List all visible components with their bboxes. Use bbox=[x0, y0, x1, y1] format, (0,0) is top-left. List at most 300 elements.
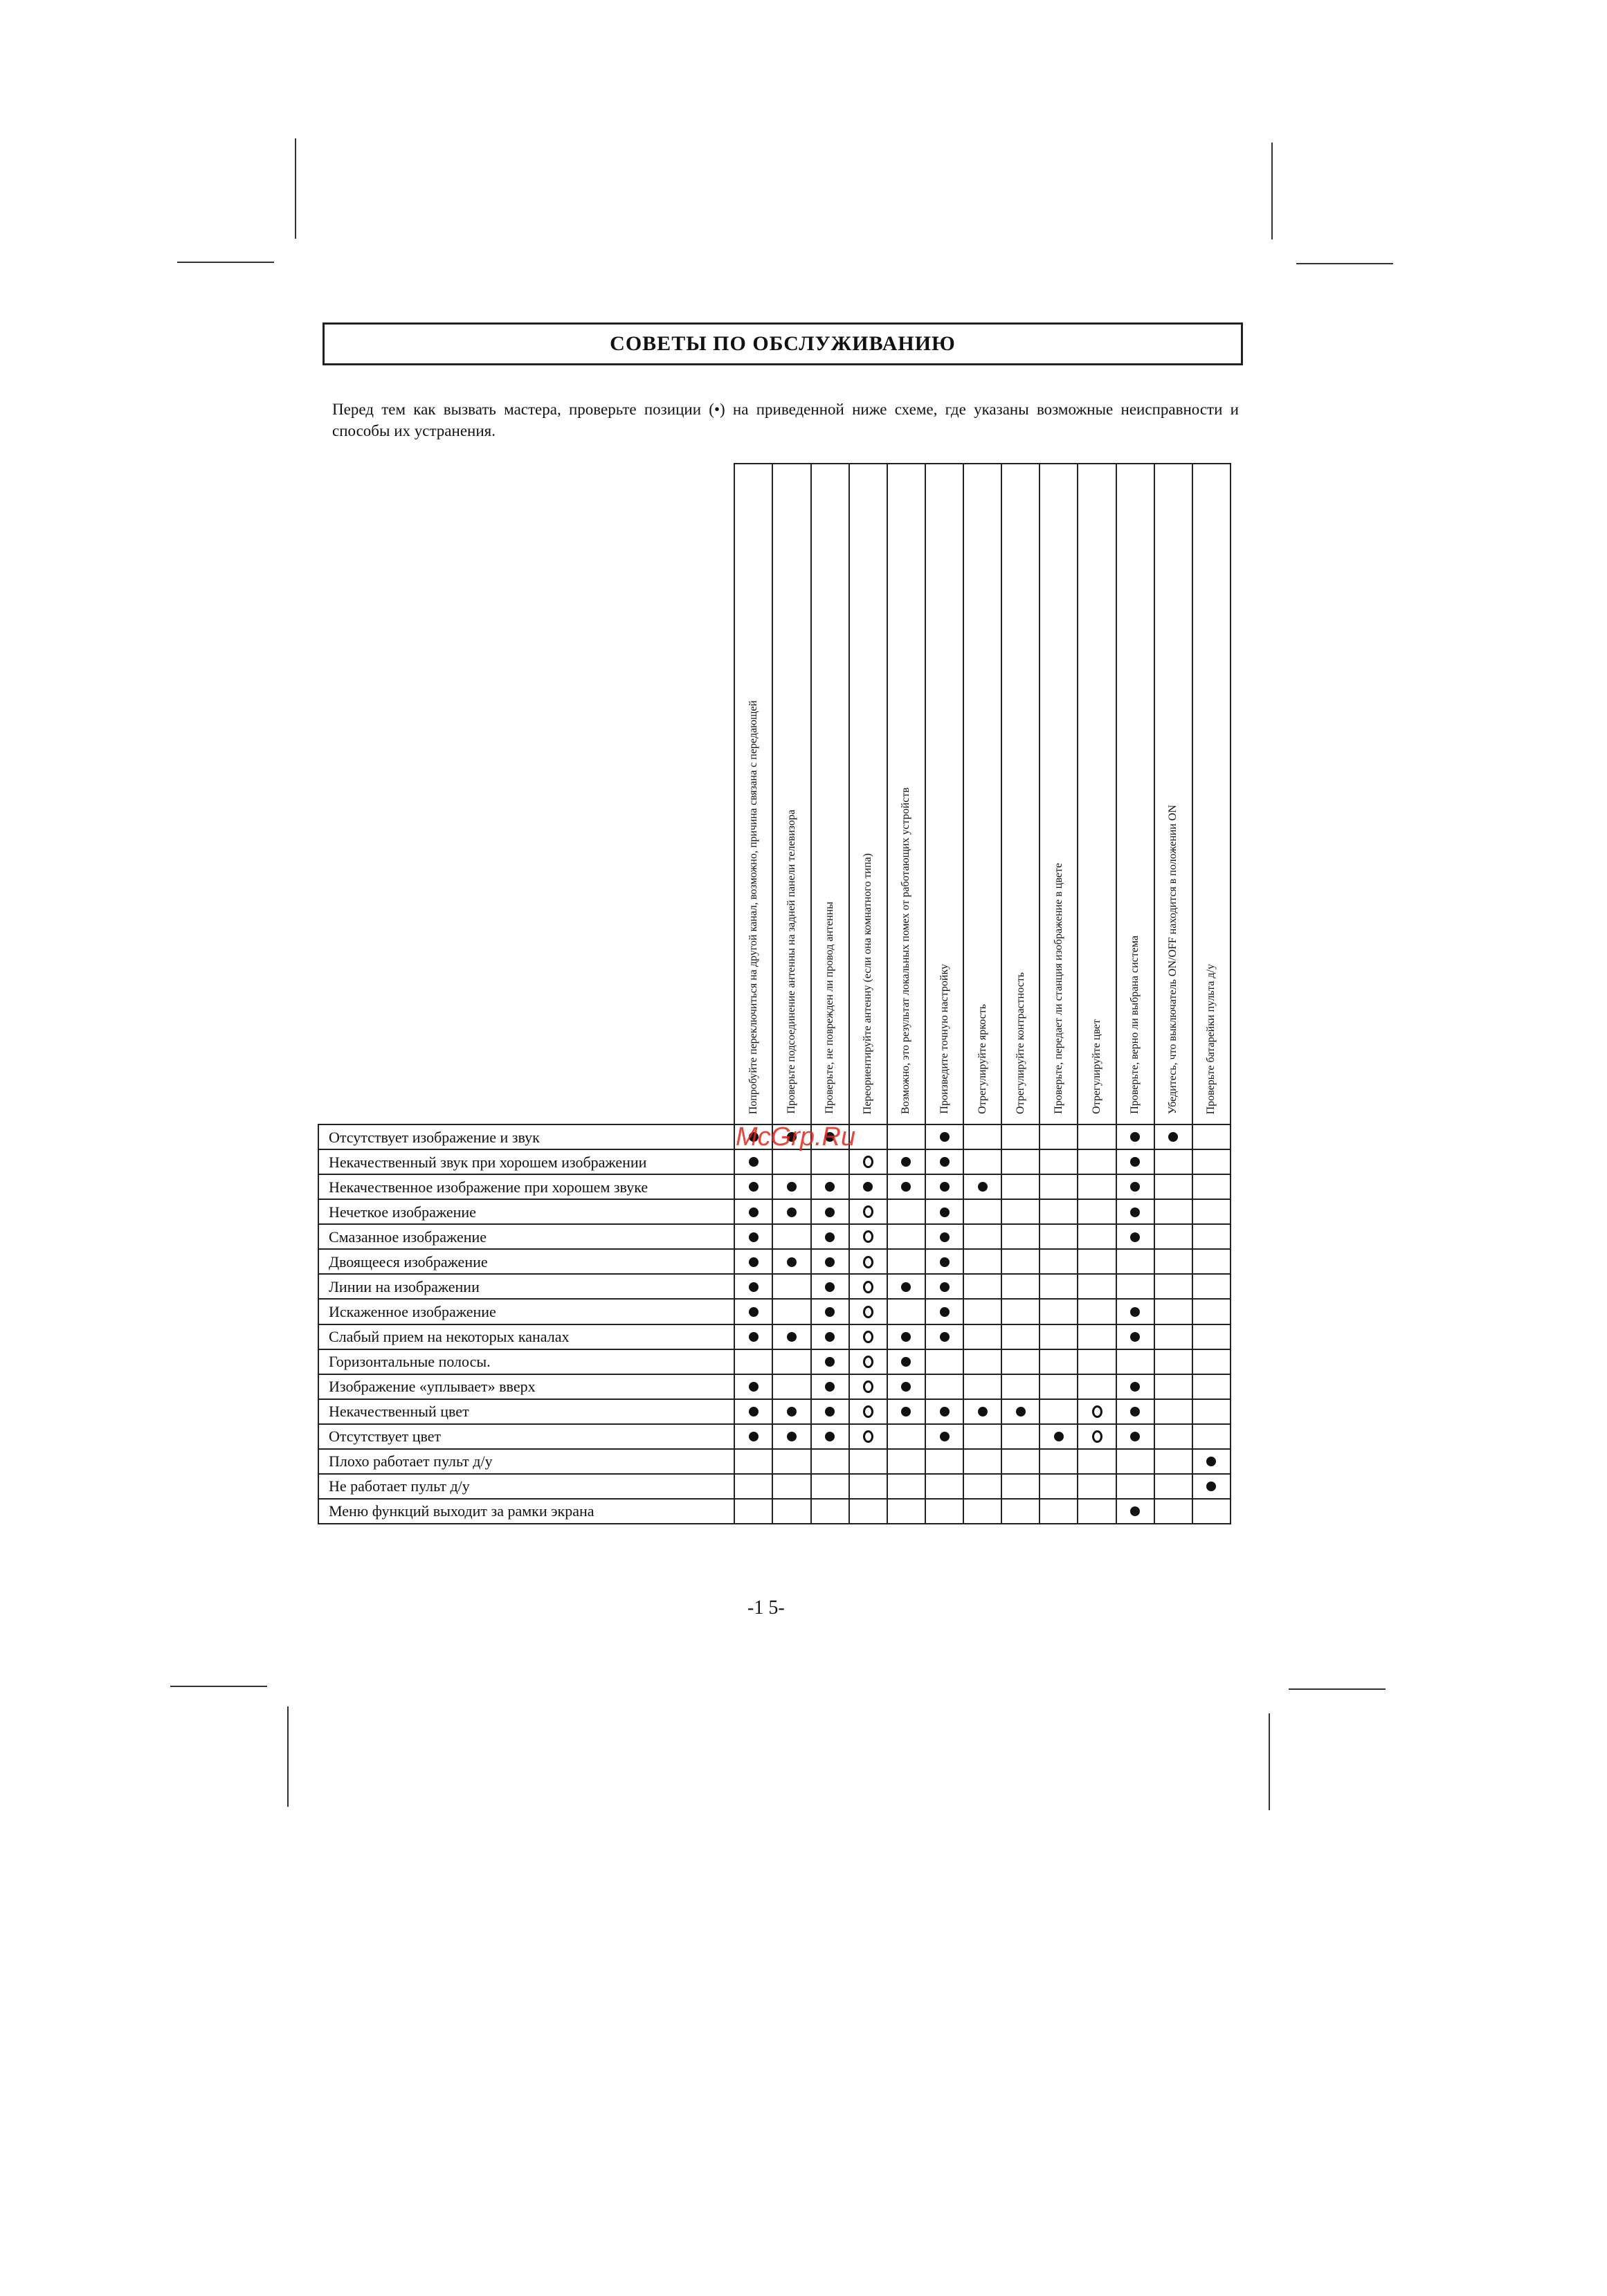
check-ring-icon bbox=[1092, 1430, 1102, 1443]
table-cell bbox=[963, 1299, 1001, 1324]
table-cell bbox=[1039, 1299, 1078, 1324]
table-cell bbox=[811, 1499, 849, 1524]
table-cell bbox=[772, 1174, 810, 1199]
check-ring-icon bbox=[863, 1230, 873, 1243]
table-cell bbox=[1116, 1274, 1154, 1299]
table-cell bbox=[772, 1424, 810, 1449]
table-cell bbox=[1078, 1299, 1116, 1324]
symptom-label: Изображение «уплывает» вверх bbox=[318, 1374, 734, 1399]
table-row bbox=[318, 1274, 1231, 1299]
page-number: -1 5- bbox=[747, 1597, 785, 1619]
table-cell bbox=[887, 1249, 925, 1274]
table-cell bbox=[772, 1349, 810, 1374]
check-dot-icon bbox=[901, 1407, 911, 1416]
column-header-label: Возможно, это результат локальных помех от работающих устройств bbox=[900, 787, 912, 1114]
table-cell bbox=[1116, 1299, 1154, 1324]
table-cell bbox=[1078, 1474, 1116, 1499]
table-cell bbox=[1116, 1499, 1154, 1524]
table-cell bbox=[1078, 1274, 1116, 1299]
column-header bbox=[734, 464, 772, 1124]
table-cell bbox=[887, 1349, 925, 1374]
table-row bbox=[318, 1349, 1231, 1374]
table-cell bbox=[1192, 1299, 1231, 1324]
table-cell bbox=[811, 1474, 849, 1499]
table-cell bbox=[925, 1224, 963, 1249]
table-cell bbox=[1192, 1324, 1231, 1349]
check-dot-icon bbox=[901, 1182, 911, 1192]
table-cell bbox=[1154, 1174, 1192, 1199]
table-row bbox=[318, 1324, 1231, 1349]
table-cell bbox=[811, 1424, 849, 1449]
table-cell bbox=[811, 1274, 849, 1299]
table-cell bbox=[849, 1299, 887, 1324]
table-cell bbox=[925, 1374, 963, 1399]
check-dot-icon bbox=[787, 1432, 797, 1441]
column-header bbox=[887, 464, 925, 1124]
table-cell bbox=[963, 1449, 1001, 1474]
symptom-label: Не работает пульт д/у bbox=[318, 1474, 734, 1499]
check-ring-icon bbox=[863, 1430, 873, 1443]
table-cell bbox=[1078, 1124, 1116, 1149]
table-cell bbox=[1039, 1249, 1078, 1274]
table-row bbox=[318, 1424, 1231, 1449]
symptom-label: Отсутствует цвет bbox=[318, 1424, 734, 1449]
table-row bbox=[318, 1199, 1231, 1224]
table-cell bbox=[1154, 1299, 1192, 1324]
check-dot-icon bbox=[787, 1208, 797, 1217]
check-dot-icon bbox=[940, 1157, 950, 1167]
check-ring-icon bbox=[863, 1331, 873, 1343]
table-cell bbox=[772, 1224, 810, 1249]
table-cell bbox=[849, 1424, 887, 1449]
table-cell bbox=[963, 1149, 1001, 1174]
check-dot-icon bbox=[940, 1432, 950, 1441]
table-cell bbox=[772, 1374, 810, 1399]
check-dot-icon bbox=[825, 1208, 835, 1217]
column-header-label: Отрегулируйте яркость bbox=[976, 1004, 988, 1114]
check-ring-icon bbox=[863, 1205, 873, 1218]
table-cell bbox=[1078, 1174, 1116, 1199]
column-header bbox=[1039, 464, 1078, 1124]
table-cell bbox=[887, 1224, 925, 1249]
table-cell bbox=[1078, 1349, 1116, 1374]
table-cell bbox=[1039, 1199, 1078, 1224]
table-cell bbox=[849, 1149, 887, 1174]
table-cell bbox=[772, 1249, 810, 1274]
table-cell bbox=[887, 1449, 925, 1474]
check-dot-icon bbox=[749, 1307, 759, 1317]
table-cell bbox=[963, 1174, 1001, 1199]
table-cell bbox=[772, 1499, 810, 1524]
symptom-label: Искаженное изображение bbox=[318, 1299, 734, 1324]
table-cell bbox=[849, 1324, 887, 1349]
table-cell bbox=[734, 1499, 772, 1524]
table-cell bbox=[887, 1474, 925, 1499]
check-ring-icon bbox=[863, 1356, 873, 1368]
crop-mark bbox=[1289, 1688, 1386, 1690]
check-dot-icon bbox=[825, 1282, 835, 1292]
column-header bbox=[772, 464, 810, 1124]
table-cell bbox=[887, 1124, 925, 1149]
table-cell bbox=[811, 1174, 849, 1199]
table-cell bbox=[1039, 1424, 1078, 1449]
table-cell bbox=[925, 1474, 963, 1499]
table-row bbox=[318, 1299, 1231, 1324]
table-cell bbox=[925, 1199, 963, 1224]
table-row bbox=[318, 1174, 1231, 1199]
table-cell bbox=[1039, 1349, 1078, 1374]
symptom-label: Отсутствует изображение и звук bbox=[318, 1124, 734, 1149]
column-header bbox=[811, 464, 849, 1124]
table-cell bbox=[1154, 1399, 1192, 1424]
table-cell bbox=[1001, 1424, 1039, 1449]
check-dot-icon bbox=[749, 1157, 759, 1167]
check-dot-icon bbox=[787, 1407, 797, 1416]
table-cell bbox=[887, 1424, 925, 1449]
table-cell bbox=[1001, 1474, 1039, 1499]
column-header-label: Проверьте, не поврежден ли провод антенны bbox=[824, 902, 836, 1114]
symptom-label: Некачественный звук при хорошем изображении bbox=[318, 1149, 734, 1174]
table-cell bbox=[772, 1474, 810, 1499]
table-cell bbox=[1078, 1399, 1116, 1424]
table-cell bbox=[1192, 1399, 1231, 1424]
check-dot-icon bbox=[1168, 1132, 1178, 1142]
table-cell bbox=[925, 1274, 963, 1299]
table-cell bbox=[1039, 1474, 1078, 1499]
table-cell bbox=[849, 1374, 887, 1399]
table-cell bbox=[1001, 1349, 1039, 1374]
table-row bbox=[318, 1374, 1231, 1399]
check-dot-icon bbox=[940, 1282, 950, 1292]
check-dot-icon bbox=[1130, 1407, 1140, 1416]
check-dot-icon bbox=[1206, 1482, 1216, 1491]
table-cell bbox=[1039, 1124, 1078, 1149]
table-cell bbox=[963, 1274, 1001, 1299]
intro-paragraph: Перед тем как вызвать мастера, проверьте позиции (•) на приведенной ниже схеме, где указаны возможные неисправности и способы их устранения. bbox=[332, 401, 1239, 439]
table-cell bbox=[772, 1199, 810, 1224]
table-cell bbox=[887, 1174, 925, 1199]
check-dot-icon bbox=[825, 1307, 835, 1317]
check-dot-icon bbox=[749, 1332, 759, 1342]
table-cell bbox=[1154, 1249, 1192, 1274]
table-cell bbox=[1192, 1349, 1231, 1374]
table-cell bbox=[1116, 1224, 1154, 1249]
table-cell bbox=[887, 1274, 925, 1299]
crop-mark bbox=[177, 262, 274, 263]
symptom-label: Линии на изображении bbox=[318, 1274, 734, 1299]
table-cell bbox=[734, 1474, 772, 1499]
check-dot-icon bbox=[1130, 1157, 1140, 1167]
table-cell bbox=[772, 1274, 810, 1299]
table-cell bbox=[1001, 1299, 1039, 1324]
table-cell bbox=[1039, 1174, 1078, 1199]
table-cell bbox=[734, 1299, 772, 1324]
table-cell bbox=[1001, 1174, 1039, 1199]
table-row bbox=[318, 1499, 1231, 1524]
table-cell bbox=[963, 1324, 1001, 1349]
check-dot-icon bbox=[940, 1407, 950, 1416]
table-cell bbox=[734, 1224, 772, 1249]
table-cell bbox=[811, 1449, 849, 1474]
column-header-label: Проверьте подсоединение антенны на задней панели телевизора bbox=[786, 810, 798, 1114]
check-dot-icon bbox=[940, 1232, 950, 1242]
check-dot-icon bbox=[1130, 1432, 1140, 1441]
check-dot-icon bbox=[901, 1332, 911, 1342]
table-cell bbox=[1192, 1474, 1231, 1499]
crop-mark bbox=[287, 1706, 289, 1807]
check-dot-icon bbox=[901, 1157, 911, 1167]
column-header-label: Проверьте, верно ли выбрана система bbox=[1129, 936, 1141, 1114]
troubleshooting-table bbox=[318, 463, 1231, 1524]
column-header bbox=[925, 464, 963, 1124]
table-cell bbox=[734, 1449, 772, 1474]
check-dot-icon bbox=[1130, 1307, 1140, 1317]
table-cell bbox=[849, 1199, 887, 1224]
table-cell bbox=[849, 1224, 887, 1249]
table-cell bbox=[1078, 1199, 1116, 1224]
table-cell bbox=[1192, 1174, 1231, 1199]
table-cell bbox=[963, 1349, 1001, 1374]
table-cell bbox=[734, 1174, 772, 1199]
check-dot-icon bbox=[940, 1182, 950, 1192]
column-header bbox=[963, 464, 1001, 1124]
crop-mark bbox=[295, 138, 296, 239]
table-cell bbox=[1078, 1374, 1116, 1399]
table-cell bbox=[925, 1399, 963, 1424]
table-cell bbox=[1078, 1149, 1116, 1174]
column-header bbox=[1078, 464, 1116, 1124]
table-cell bbox=[1001, 1499, 1039, 1524]
table-cell bbox=[925, 1299, 963, 1324]
table-cell bbox=[1078, 1424, 1116, 1449]
symptom-label: Некачественное изображение при хорошем звуке bbox=[318, 1174, 734, 1199]
table-cell bbox=[1116, 1249, 1154, 1274]
table-cell bbox=[1039, 1224, 1078, 1249]
table-cell bbox=[1154, 1274, 1192, 1299]
crop-mark bbox=[1271, 143, 1273, 239]
check-dot-icon bbox=[940, 1257, 950, 1267]
symptom-label: Меню функций выходит за рамки экрана bbox=[318, 1499, 734, 1524]
table-cell bbox=[1192, 1124, 1231, 1149]
table-cell bbox=[925, 1174, 963, 1199]
table-cell bbox=[811, 1374, 849, 1399]
symptom-label: Нечеткое изображение bbox=[318, 1199, 734, 1224]
table-cell bbox=[1116, 1449, 1154, 1474]
table-cell bbox=[772, 1149, 810, 1174]
table-cell bbox=[1001, 1199, 1039, 1224]
table-cell bbox=[772, 1299, 810, 1324]
table-cell bbox=[1116, 1199, 1154, 1224]
table-cell bbox=[811, 1249, 849, 1274]
table-cell bbox=[1001, 1274, 1039, 1299]
column-header-label: Проверьте, передает ли станция изображение в цвете bbox=[1052, 863, 1064, 1114]
column-header bbox=[1116, 464, 1154, 1124]
table-cell bbox=[887, 1324, 925, 1349]
check-dot-icon bbox=[825, 1332, 835, 1342]
check-dot-icon bbox=[825, 1382, 835, 1392]
table-cell bbox=[887, 1374, 925, 1399]
check-dot-icon bbox=[787, 1182, 797, 1192]
table-corner bbox=[318, 464, 734, 1124]
table-cell bbox=[772, 1324, 810, 1349]
check-dot-icon bbox=[863, 1182, 873, 1192]
table-cell bbox=[1116, 1474, 1154, 1499]
table-cell bbox=[1154, 1424, 1192, 1449]
table-cell bbox=[925, 1449, 963, 1474]
table-cell bbox=[1154, 1199, 1192, 1224]
table-cell bbox=[811, 1149, 849, 1174]
table-cell bbox=[734, 1424, 772, 1449]
table-cell bbox=[1039, 1499, 1078, 1524]
table-cell bbox=[925, 1149, 963, 1174]
check-ring-icon bbox=[1092, 1405, 1102, 1418]
check-dot-icon bbox=[1130, 1208, 1140, 1217]
column-header-label: Отрегулируйте контрастность bbox=[1014, 972, 1026, 1114]
check-dot-icon bbox=[787, 1332, 797, 1342]
table-cell bbox=[1192, 1149, 1231, 1174]
check-dot-icon bbox=[940, 1132, 950, 1142]
table-header-row bbox=[318, 464, 1231, 1124]
check-dot-icon bbox=[901, 1357, 911, 1367]
check-ring-icon bbox=[863, 1281, 873, 1293]
table-cell bbox=[963, 1249, 1001, 1274]
table-cell bbox=[734, 1199, 772, 1224]
table-cell bbox=[963, 1374, 1001, 1399]
watermark: McGrp.Ru bbox=[736, 1122, 856, 1151]
table-cell bbox=[1078, 1499, 1116, 1524]
check-dot-icon bbox=[825, 1357, 835, 1367]
check-dot-icon bbox=[749, 1382, 759, 1392]
table-cell bbox=[1154, 1224, 1192, 1249]
table-cell bbox=[849, 1174, 887, 1199]
table-cell bbox=[925, 1424, 963, 1449]
column-header bbox=[1154, 464, 1192, 1124]
table-cell bbox=[1001, 1324, 1039, 1349]
check-dot-icon bbox=[1130, 1332, 1140, 1342]
table-cell bbox=[963, 1399, 1001, 1424]
check-ring-icon bbox=[863, 1405, 873, 1418]
table-row bbox=[318, 1474, 1231, 1499]
table-cell bbox=[849, 1499, 887, 1524]
table-cell bbox=[1001, 1374, 1039, 1399]
check-dot-icon bbox=[940, 1208, 950, 1217]
table-cell bbox=[811, 1349, 849, 1374]
check-dot-icon bbox=[749, 1257, 759, 1267]
table-cell bbox=[1078, 1449, 1116, 1474]
table-cell bbox=[734, 1249, 772, 1274]
check-dot-icon bbox=[825, 1182, 835, 1192]
table-cell bbox=[1154, 1449, 1192, 1474]
table-cell bbox=[1116, 1149, 1154, 1174]
table-cell bbox=[887, 1299, 925, 1324]
table-cell bbox=[1192, 1499, 1231, 1524]
table-cell bbox=[1154, 1324, 1192, 1349]
table-cell bbox=[1078, 1249, 1116, 1274]
check-dot-icon bbox=[1206, 1457, 1216, 1466]
check-dot-icon bbox=[749, 1432, 759, 1441]
table-cell bbox=[734, 1274, 772, 1299]
check-dot-icon bbox=[978, 1182, 988, 1192]
symptom-label: Некачественный цвет bbox=[318, 1399, 734, 1424]
column-header bbox=[1192, 464, 1231, 1124]
table-cell bbox=[1154, 1499, 1192, 1524]
table-cell bbox=[772, 1449, 810, 1474]
table-cell bbox=[963, 1199, 1001, 1224]
check-dot-icon bbox=[1130, 1382, 1140, 1392]
table-cell bbox=[1192, 1274, 1231, 1299]
table-cell bbox=[772, 1399, 810, 1424]
table-cell bbox=[887, 1399, 925, 1424]
table-cell bbox=[1116, 1324, 1154, 1349]
table-cell bbox=[887, 1199, 925, 1224]
check-dot-icon bbox=[787, 1257, 797, 1267]
check-dot-icon bbox=[1130, 1182, 1140, 1192]
table-cell bbox=[1154, 1374, 1192, 1399]
column-header-label: Переориентируйте антенну (если она комнатного типа) bbox=[862, 853, 874, 1114]
table-cell bbox=[1078, 1224, 1116, 1249]
check-dot-icon bbox=[940, 1307, 950, 1317]
table-cell bbox=[1154, 1349, 1192, 1374]
table-cell bbox=[849, 1474, 887, 1499]
table-cell bbox=[925, 1324, 963, 1349]
table-cell bbox=[734, 1374, 772, 1399]
table-cell bbox=[1039, 1374, 1078, 1399]
table-cell bbox=[811, 1299, 849, 1324]
table-cell bbox=[925, 1349, 963, 1374]
symptom-label: Смазанное изображение bbox=[318, 1224, 734, 1249]
table-cell bbox=[1116, 1399, 1154, 1424]
table-cell bbox=[811, 1199, 849, 1224]
check-dot-icon bbox=[1130, 1506, 1140, 1516]
table-cell bbox=[963, 1474, 1001, 1499]
table-cell bbox=[1116, 1349, 1154, 1374]
check-ring-icon bbox=[863, 1381, 873, 1393]
table-cell bbox=[734, 1324, 772, 1349]
symptom-label: Горизонтальные полосы. bbox=[318, 1349, 734, 1374]
column-header-label: Проверьте батарейки пульта д/у bbox=[1205, 963, 1217, 1114]
table-cell bbox=[734, 1399, 772, 1424]
check-dot-icon bbox=[940, 1332, 950, 1342]
check-dot-icon bbox=[825, 1257, 835, 1267]
crop-mark bbox=[170, 1686, 267, 1687]
check-dot-icon bbox=[901, 1282, 911, 1292]
table-cell bbox=[1039, 1149, 1078, 1174]
table-row bbox=[318, 1449, 1231, 1474]
table-cell bbox=[1192, 1374, 1231, 1399]
table-cell bbox=[963, 1224, 1001, 1249]
table-cell bbox=[1154, 1149, 1192, 1174]
check-dot-icon bbox=[1054, 1432, 1064, 1441]
table-cell bbox=[811, 1324, 849, 1349]
crop-mark bbox=[1269, 1713, 1270, 1810]
table-row bbox=[318, 1399, 1231, 1424]
column-header-label: Отрегулируйте цвет bbox=[1091, 1019, 1103, 1114]
table-cell bbox=[963, 1124, 1001, 1149]
check-dot-icon bbox=[749, 1182, 759, 1192]
check-dot-icon bbox=[1016, 1407, 1026, 1416]
table-cell bbox=[925, 1249, 963, 1274]
table-cell bbox=[849, 1274, 887, 1299]
table-cell bbox=[811, 1224, 849, 1249]
check-dot-icon bbox=[825, 1232, 835, 1242]
table-cell bbox=[887, 1499, 925, 1524]
symptom-label: Двоящееся изображение bbox=[318, 1249, 734, 1274]
column-header bbox=[849, 464, 887, 1124]
table-cell bbox=[1192, 1224, 1231, 1249]
check-ring-icon bbox=[863, 1306, 873, 1318]
check-dot-icon bbox=[978, 1407, 988, 1416]
check-dot-icon bbox=[749, 1208, 759, 1217]
